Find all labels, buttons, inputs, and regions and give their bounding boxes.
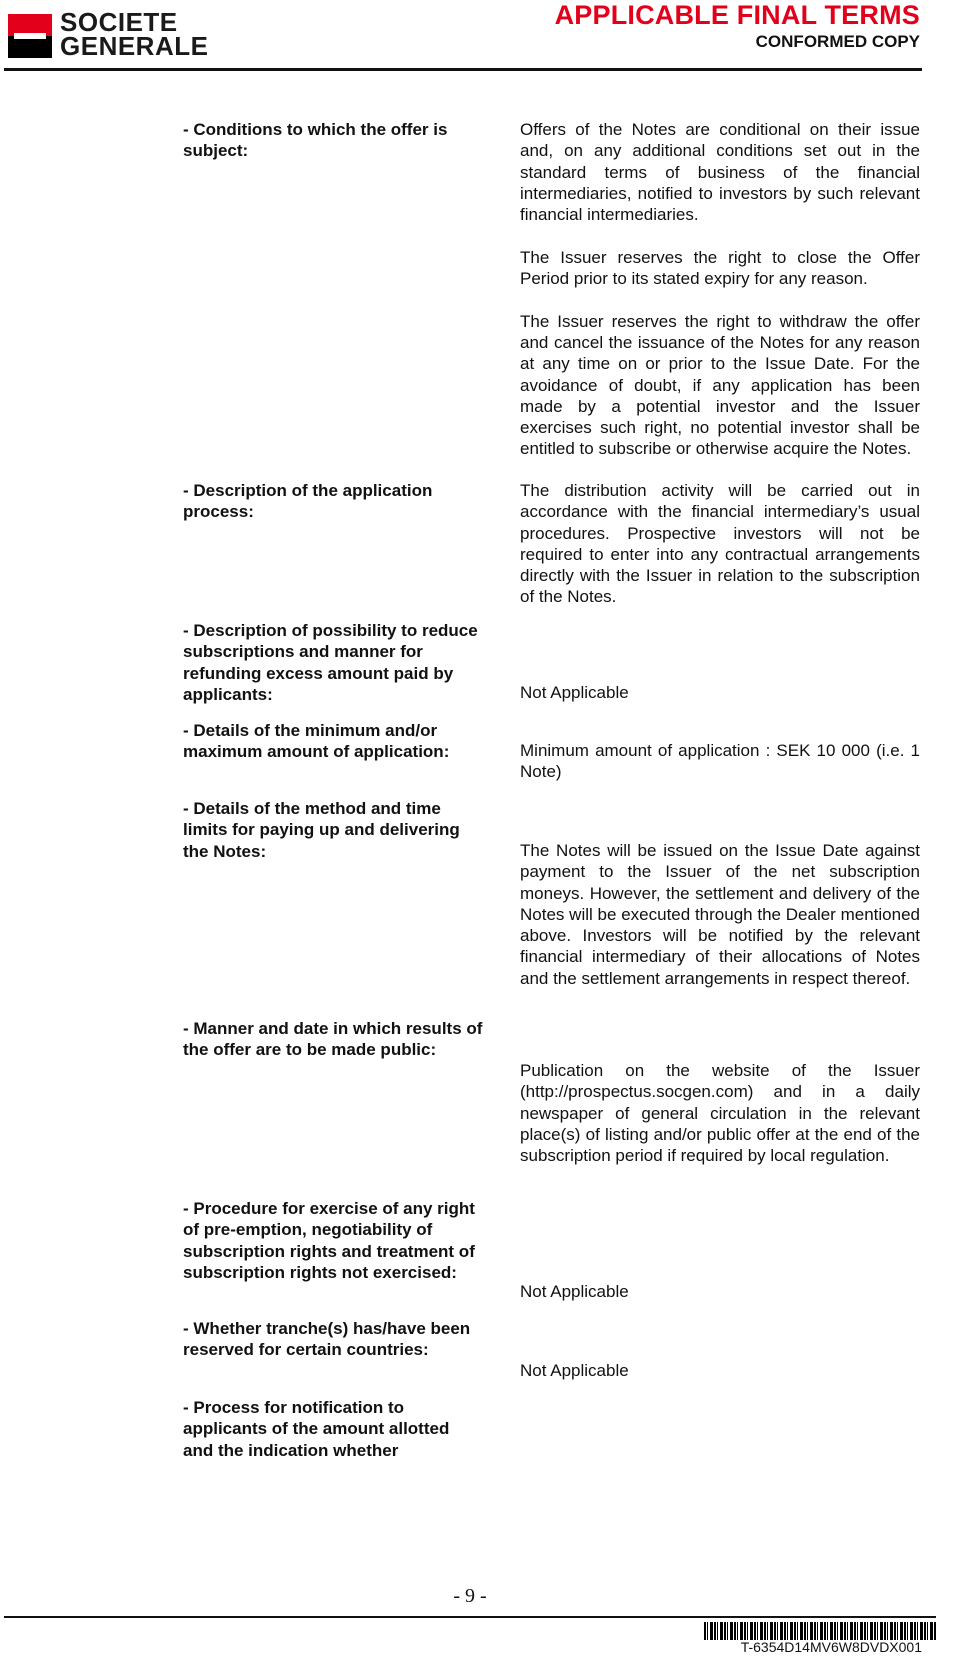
term-paragraph: Publication on the website of the Issuer (http://prospectus.socgen.com) and in a daily newspaper of general circulation in the relevant place(s) of listing and/or public offer at the end of the subscription period if required by local regulation. — [520, 1061, 920, 1166]
logo-mark-icon — [8, 14, 52, 58]
header-divider — [4, 68, 922, 71]
term-value — [520, 740, 920, 783]
term-value — [520, 480, 920, 608]
term-paragraph: The distribution activity will be carried out in accordance with the financial intermediary’s usual procedures. Prospective investors will not be required to enter into any contractual arrangements directly with the Issuer in relation to the subscription of the Notes. — [520, 481, 920, 607]
term-label: - Description of the application process: — [183, 481, 433, 522]
term-paragraph: Not Applicable — [520, 1282, 629, 1301]
societe-generale-logo — [8, 7, 240, 62]
term-value — [520, 1060, 920, 1166]
term-label: - Details of the method and time limits for paying up and delivering the Notes: — [183, 799, 460, 861]
term-paragraph: The Issuer reserves the right to withdraw the offer and cancel the issuance of the Notes for any reason at any time on or prior to the Issue Date. For the avoidance of doubt, if any application has been made by a potential investor and the Issuer exercises such right, no potential investor shall be entitled to subscribe or otherwise acquire the Notes. — [520, 311, 920, 459]
term-value — [520, 119, 920, 460]
document-reference: T-6354D14MV6W8DVDX001 — [740, 1639, 922, 1655]
page-number: - 9 - — [453, 1585, 487, 1607]
term-paragraph: The Issuer reserves the right to close the Offer Period prior to its stated expiry for any reason. — [520, 247, 920, 289]
logo-line2: GENERALE — [60, 31, 209, 61]
term-label: - Whether tranche(s) has/have been reserved for certain countries: — [183, 1319, 471, 1360]
term-value — [520, 1281, 920, 1302]
term-label: - Description of possibility to reduce subscriptions and manner for refunding excess amount paid by applicants: — [183, 621, 478, 704]
term-label: - Process for notification to applicants of the amount allotted and the indication whether — [183, 1398, 450, 1460]
logo-text — [60, 7, 209, 61]
term-paragraph: Not Applicable — [520, 1361, 629, 1380]
logo-line1: SOCIETE — [60, 7, 178, 37]
term-label: - Procedure for exercise of any right of pre-emption, negotiability of subscription rights and treatment of subscription rights not exercised: — [183, 1199, 475, 1282]
term-paragraph: The Notes will be issued on the Issue Date against payment to the Issuer of the net subscription moneys. However, the settlement and delivery of the Notes will be executed through the Dealer mentioned above. Investors will be notified by the relevant financial intermediary of their allocations of Notes and the settlement arrangements in respect thereof. — [520, 841, 920, 988]
term-value — [520, 682, 920, 703]
term-value — [520, 840, 920, 989]
term-label: - Manner and date in which results of the offer are to be made public: — [183, 1019, 483, 1060]
barcode-icon — [704, 1622, 936, 1640]
footer-divider — [4, 1616, 936, 1618]
term-value — [520, 1360, 920, 1381]
term-paragraph: Minimum amount of application : SEK 10 000 (i.e. 1 Note) — [520, 741, 920, 782]
term-paragraph: Offers of the Notes are conditional on their issue and, on any additional conditions set out in the standard terms of business of the financial intermediaries, notified to investors by such relevant financial intermediaries. — [520, 120, 920, 225]
term-paragraph: Not Applicable — [520, 683, 629, 702]
term-label: - Details of the minimum and/or maximum amount of application: — [183, 721, 450, 762]
term-label: - Conditions to which the offer is subject: — [183, 120, 448, 161]
document-title: APPLICABLE FINAL TERMS — [554, 0, 920, 30]
document-subtitle: CONFORMED COPY — [755, 32, 920, 51]
